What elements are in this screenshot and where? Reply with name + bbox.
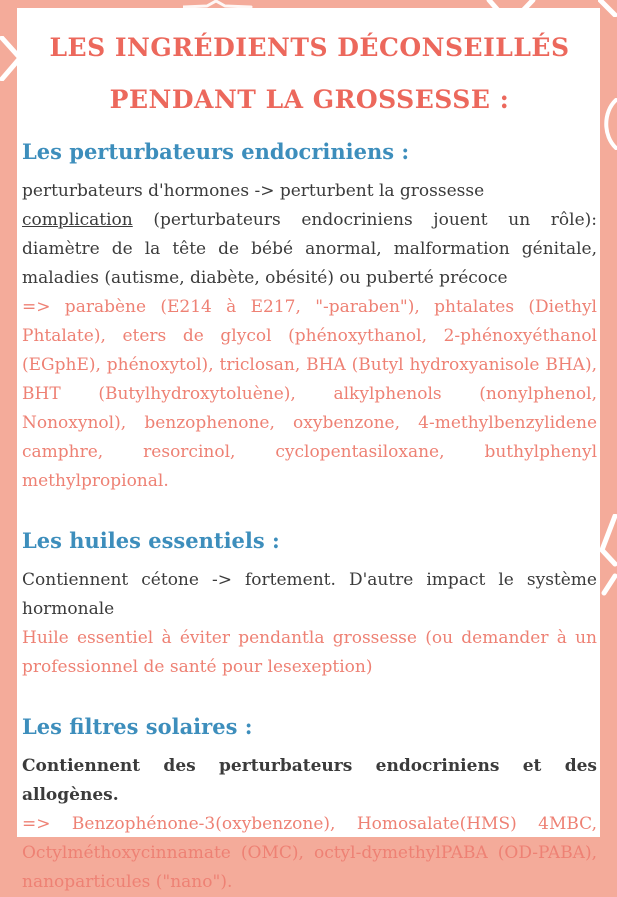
- endocrine-intro-line: perturbateurs d'hormones -> perturbent la grossesse: [22, 181, 485, 201]
- complication-detail-text: (perturbateurs endocriniens jouent un rôle): diamètre de la tête de bébé anormal, malformation génitale, maladies (autisme, diabète, obésité) ou puberté précoce: [22, 210, 597, 288]
- section-sun-filters: [22, 713, 597, 897]
- oils-warning-text: Huile essentiel à éviter pendantla grossesse (ou demander à un professionnel de santé pour lesexeption): [22, 628, 597, 677]
- endocrine-body-paragraph: [22, 177, 597, 293]
- oils-body-paragraph: Contiennent cétone -> fortement. D'autre impact le système hormonale: [22, 570, 597, 619]
- sparkle-right-curve-icon: [601, 98, 617, 150]
- sparkle-top-right-corner-icon: [598, 0, 617, 17]
- page-title-line2: PENDANT LA GROSSESSE :: [109, 85, 510, 114]
- sun-filters-ingredients-list: => Benzophénone-3(oxybenzone), Homosalate(HMS) 4MBC, Octylméthoxycinnamate (OMC), octyl-dymethylPABA (OD-PABA), nanoparticules ("nano").: [22, 814, 597, 892]
- section-essential-oils: [22, 527, 597, 682]
- section-heading-oils: Les huiles essentiels :: [22, 528, 280, 553]
- page-title-line1: LES INGRÉDIENTS DÉCONSEILLÉS: [49, 33, 570, 62]
- page-title: [22, 22, 597, 126]
- content-card: [17, 8, 600, 892]
- complication-underlined-label: complication: [22, 210, 133, 230]
- section-heading-endocrine: Les perturbateurs endocriniens :: [22, 139, 410, 164]
- section-endocrine-disruptors: [22, 138, 597, 496]
- sun-filters-body-paragraph: Contiennent des perturbateurs endocriniens et des allogènes.: [22, 756, 597, 805]
- section-heading-sun-filters: Les filtres solaires :: [22, 714, 253, 739]
- sparkle-right-half-star-icon: [599, 514, 617, 596]
- endocrine-ingredients-list: => parabène (E214 à E217, "-paraben"), phtalates (Diethyl Phtalate), eters de glycol (phénoxythanol, 2-phénoxyéthanol (EGphE), phénoxytol), triclosan, BHA (Butyl hydroxyanisole BHA), BHT (Butylhydroxytoluène), alkylphenols (nonylphenol, Nonoxynol), benzophenone, oxybenzone, 4-methylbenzylidene camphre, resorcinol, cyclopentasiloxane, buthylphenyl methylpropional.: [22, 297, 597, 491]
